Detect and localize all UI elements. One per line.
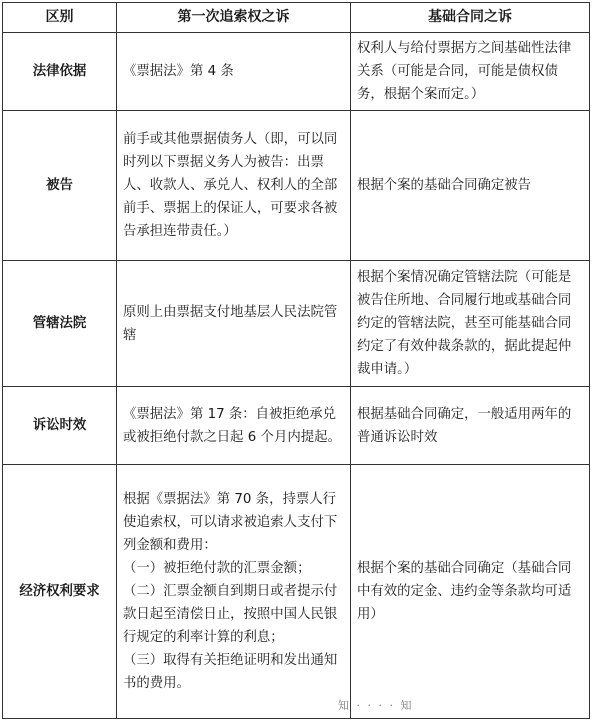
row-jurisdiction (3, 261, 590, 387)
cell-limitation-first: 《票据法》第 17 条：自被拒绝承兑或被拒绝付款之日起 6 个月内提起。 (117, 387, 351, 465)
economic-claims-item-2: （二）汇票金额自到期日或者提示付款日起至清偿日止，按照中国人民银行规定的利率计算的利息； (123, 584, 338, 645)
row-label-jurisdiction: 管辖法院 (3, 261, 117, 387)
row-label-defendant: 被告 (3, 111, 117, 261)
row-label-economic-claims: 经济权利要求 (3, 465, 117, 719)
cell-jurisdiction-first: 原则上由票据支付地基层人民法院管辖 (117, 261, 351, 387)
row-label-limitation-period: 诉讼时效 (3, 387, 117, 465)
cell-economic-claims-first (117, 465, 351, 719)
watermark: 知 · · · · 知 (338, 699, 414, 712)
cell-legal-basis-first: 《票据法》第 4 条 (117, 33, 351, 111)
cell-jurisdiction-second: 根据个案情况确定管辖法院（可能是被告住所地、合同履行地或基础合同约定的管辖法院，甚至可能基础合同约定了有效仲裁条款的，据此提起仲裁申请。） (351, 261, 590, 387)
row-legal-basis (3, 33, 590, 111)
header-first-recourse-suit: 第一次追索权之诉 (117, 3, 351, 33)
economic-claims-item-1: （一）被拒绝付款的汇票金额； (123, 561, 311, 576)
comparison-table (2, 2, 590, 719)
cell-economic-claims-second: 根据个案的基础合同确定（基础合同中有效的定金、违约金等条款均可适用） (351, 465, 590, 719)
row-label-legal-basis: 法律依据 (3, 33, 117, 111)
header-row (3, 3, 590, 33)
economic-claims-item-3: （三）取得有关拒绝证明和发出通知书的费用。 (123, 653, 338, 691)
row-limitation-period (3, 387, 590, 465)
cell-legal-basis-second: 权利人与给付票据方之间基础性法律关系（可能是合同，可能是债权债务，根据个案而定。） (351, 33, 590, 111)
cell-defendant-second: 根据个案的基础合同确定被告 (351, 111, 590, 261)
economic-claims-intro: 根据《票据法》第 70 条，持票人行使追索权，可以请求被追索人支付下列金额和费用： (123, 492, 338, 553)
header-basic-contract-suit: 基础合同之诉 (351, 3, 590, 33)
row-economic-claims (3, 465, 590, 719)
header-distinction: 区别 (3, 3, 117, 33)
cell-defendant-first: 前手或其他票据债务人（即，可以同时列以下票据义务人为被告：出票人、收款人、承兑人、权利人的全部前手、票据上的保证人，可要求各被告承担连带责任。） (117, 111, 351, 261)
cell-limitation-second: 根据基础合同确定，一般适用两年的普通诉讼时效 (351, 387, 590, 465)
row-defendant (3, 111, 590, 261)
